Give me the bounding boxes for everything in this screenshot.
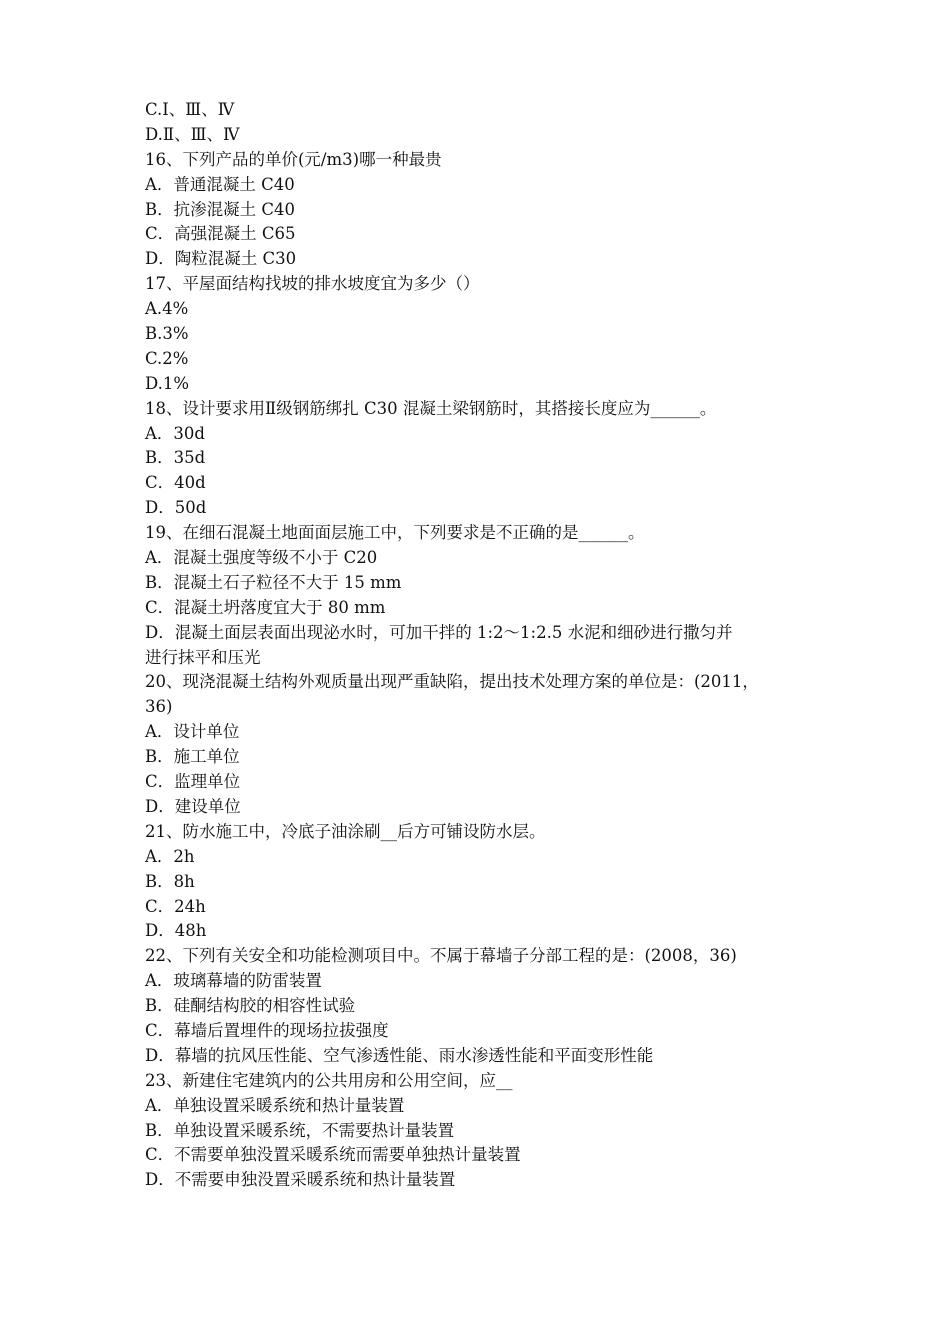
option-c: C．不需要单独没置采暖系统而需要单独热计量装置 bbox=[145, 1145, 521, 1165]
option-c: C．高强混凝土 C65 bbox=[145, 224, 296, 244]
question-18: 18、设计要求用Ⅱ级钢筋绑扎 C30 混凝土梁钢筋时，其搭接长度应为______。 bbox=[145, 398, 717, 418]
option-c: C．监理单位 bbox=[145, 772, 241, 792]
option-b: B．35d bbox=[145, 448, 206, 468]
option-a: A．混凝土强度等级不小于 C20 bbox=[145, 548, 378, 568]
option-d: D．幕墙的抗风压性能、空气渗透性能、雨水渗透性能和平面变形性能 bbox=[145, 1045, 654, 1065]
option-c: C．40d bbox=[145, 473, 206, 493]
option-d: D．48h bbox=[145, 921, 207, 941]
question-19: 19、在细石混凝土地面面层施工中，下列要求是不正确的是______。 bbox=[145, 523, 645, 543]
option-a: A．玻璃幕墙的防雷装置 bbox=[145, 971, 322, 991]
option-d: D．建设单位 bbox=[145, 796, 241, 816]
option-c: C．24h bbox=[145, 896, 206, 916]
option-d: D．混凝土面层表面出现泌水时，可加干拌的 1:2～1:2.5 水泥和细砂进行撒匀并 bbox=[145, 622, 733, 642]
option-a: A．2h bbox=[145, 846, 195, 866]
text-line: C.Ⅰ、Ⅲ、Ⅳ bbox=[145, 100, 235, 119]
option-a: A．30d bbox=[145, 423, 205, 443]
document-page bbox=[145, 98, 815, 1193]
option-b: B．单独设置采暖系统，不需要热计量装置 bbox=[145, 1120, 455, 1140]
option-a: A．单独设置采暖系统和热计量装置 bbox=[145, 1095, 405, 1115]
option-d: D.1% bbox=[145, 373, 190, 393]
option-b: B.3% bbox=[145, 324, 189, 344]
option-a: A．设计单位 bbox=[145, 722, 240, 742]
option-b: B．混凝土石子粒径不大于 15 mm bbox=[145, 572, 402, 592]
option-d: D．50d bbox=[145, 498, 207, 518]
question-16: 16、下列产品的单价(元/m3)哪一种最贵 bbox=[145, 149, 442, 169]
question-17: 17、平屋面结构找坡的排水坡度宜为多少（） bbox=[145, 274, 480, 294]
question-22: 22、下列有关安全和功能检测项目中。不属于幕墙子分部工程的是：(2008，36) bbox=[145, 946, 737, 966]
question-20: 20、现浇混凝土结构外观质量出现严重缺陷，提出技术处理方案的单位是：(2011， bbox=[145, 672, 759, 692]
option-a: A．普通混凝土 C40 bbox=[145, 174, 295, 194]
question-20-continued: 36) bbox=[145, 697, 173, 717]
text-line: D.Ⅱ、Ⅲ、Ⅳ bbox=[145, 124, 240, 144]
option-c: C．混凝土坍落度宜大于 80 mm bbox=[145, 597, 386, 617]
option-a: A.4% bbox=[145, 299, 189, 319]
option-c: C．幕墙后置埋件的现场拉拔强度 bbox=[145, 1020, 389, 1040]
option-c: C.2% bbox=[145, 348, 189, 368]
option-b: B．硅酮结构胶的相容性试验 bbox=[145, 996, 356, 1016]
option-b: B．8h bbox=[145, 871, 195, 891]
option-d-continued: 进行抹平和压光 bbox=[145, 647, 261, 667]
option-d: D．不需要申独没置采暖系统和热计量装置 bbox=[145, 1170, 456, 1190]
question-21: 21、防水施工中，冷底子油涂刷__后方可铺设防水层。 bbox=[145, 821, 546, 841]
option-d: D．陶粒混凝土 C30 bbox=[145, 249, 297, 269]
option-b: B．施工单位 bbox=[145, 747, 240, 767]
question-23: 23、新建住宅建筑内的公共用房和公用空间，应__ bbox=[145, 1070, 513, 1090]
option-b: B．抗渗混凝土 C40 bbox=[145, 199, 295, 219]
